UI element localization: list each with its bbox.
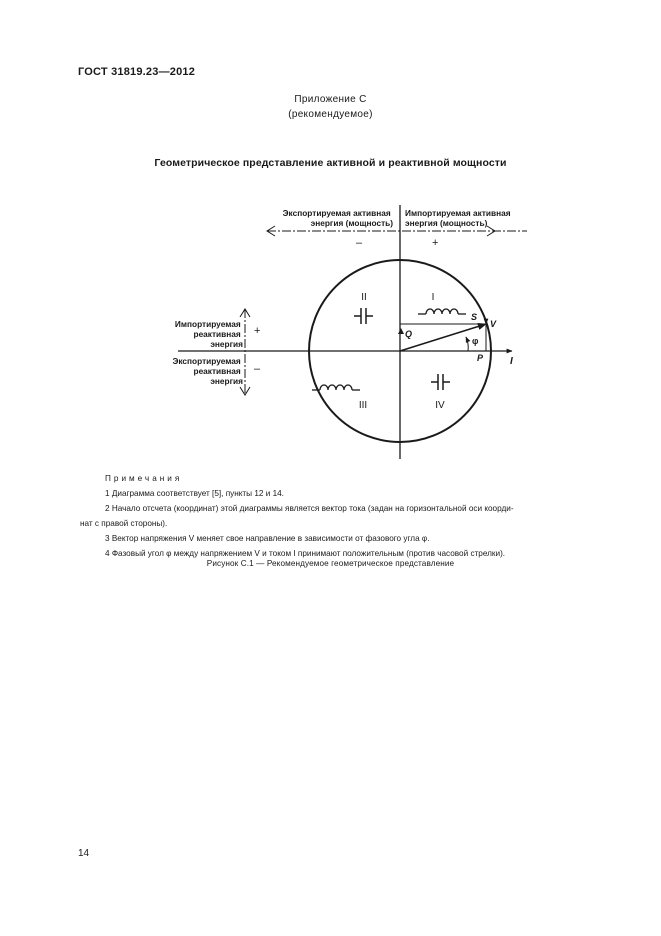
inductor-icon <box>312 385 360 390</box>
symbol-s: S <box>471 312 478 322</box>
quadrant-4-label: IV <box>435 400 445 411</box>
page-number: 14 <box>78 848 90 859</box>
reactive-plus-sign: + <box>254 325 261 337</box>
symbol-q: Q <box>405 329 413 339</box>
appendix-status: (рекомендуемое) <box>288 109 373 120</box>
phi-arc <box>466 337 468 351</box>
figure-caption: Рисунок С.1 — Рекомендуемое геометрическое представление <box>206 559 455 568</box>
notes-block <box>80 471 615 561</box>
figure-title: Геометрическое представление активной и реактивной мощности <box>154 157 507 169</box>
appendix-title: Приложение С <box>294 94 367 105</box>
import-reactive-label: Импортируемая реактивная энергия <box>174 319 243 349</box>
note-item: 4 Фазовый угол φ между напряжением V и током I принимают положительным (против часовой стрелки). <box>105 549 506 558</box>
q-small-arrow <box>398 328 404 334</box>
capacitor-icon <box>354 308 373 324</box>
reactive-minus-sign: – <box>254 363 261 375</box>
symbol-i: I <box>510 356 513 367</box>
quadrant-3-label: III <box>358 400 368 411</box>
note-item-continuation: нат с правой стороны). <box>80 519 168 528</box>
note-item: 2 Начало отсчета (координат) этой диаграммы является вектор тока (задан на горизонтальной оси коорди- <box>105 504 514 513</box>
quadrant-2-label: II <box>361 292 367 303</box>
note-item: 1 Диаграмма соответствует [5], пункты 12 и 14. <box>105 489 284 498</box>
import-active-label: Импортируемая активная энергия (мощность) <box>405 208 511 228</box>
quadrant-1-label: I <box>431 292 435 303</box>
document-header: ГОСТ 31819.23—2012 <box>78 66 196 78</box>
active-plus-sign: + <box>432 237 439 249</box>
symbol-v: V <box>490 319 497 329</box>
note-item: 3 Вектор напряжения V меняет свое направление в зависимости от фазового угла φ. <box>105 534 430 543</box>
active-minus-sign: – <box>356 237 363 249</box>
export-active-label: Экспортируемая активная энергия (мощность) <box>282 208 393 228</box>
export-reactive-label: Экспортируемая реактивная энергия <box>172 356 243 386</box>
notes-heading: Примечания <box>105 474 183 483</box>
capacitor-icon <box>431 374 450 390</box>
symbol-p: P <box>477 353 484 363</box>
inductor-icon <box>418 309 466 314</box>
symbol-phi: φ <box>472 336 479 346</box>
